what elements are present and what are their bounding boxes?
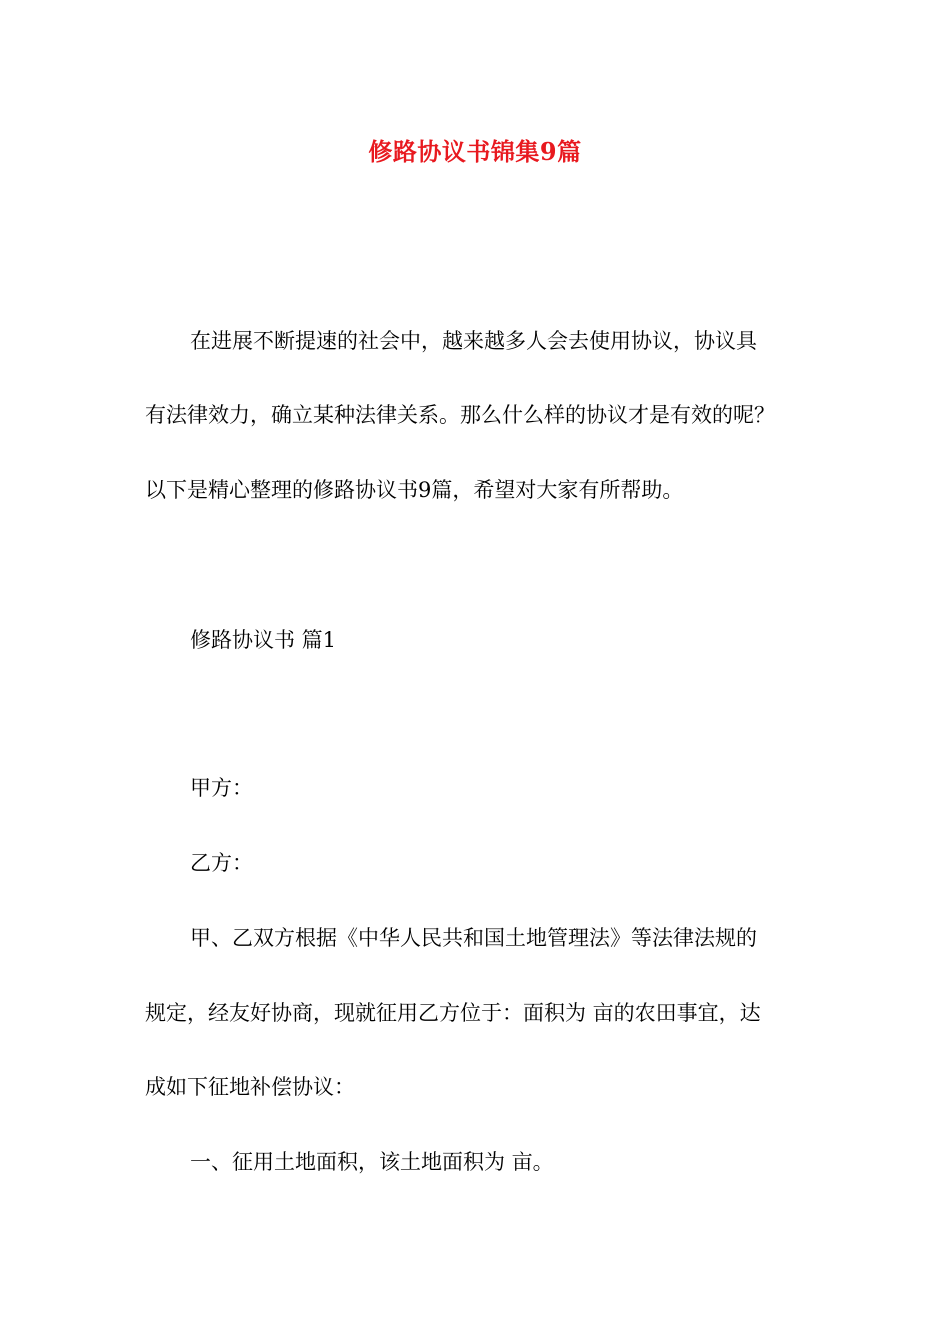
clause-intro-line-1: 甲、乙双方根据《中华人民共和国土地管理法》等法律法规的 — [190, 926, 757, 950]
party-b-label: 乙方： — [190, 851, 253, 875]
section-heading: 修路协议书 篇1 — [190, 628, 337, 652]
party-a-label: 甲方： — [190, 776, 253, 800]
intro-line-3: 以下是精心整理的修路协议书9篇，希望对大家有所帮助。 — [145, 478, 684, 502]
clause-intro-line-3: 成如下征地补偿协议： — [145, 1075, 355, 1099]
intro-line-2: 有法律效力，确立某种法律关系。那么什么样的协议才是有效的呢？ — [145, 403, 775, 427]
clause-intro-line-2: 规定，经友好协商，现就征用乙方位于：面积为 亩的农田事宜，达 — [145, 1001, 761, 1025]
intro-line-1: 在进展不断提速的社会中，越来越多人会去使用协议，协议具 — [190, 329, 757, 353]
document-title: 修路协议书锦集9篇 — [368, 137, 582, 166]
clause-1: 一、征用土地面积，该土地面积为 亩。 — [190, 1150, 554, 1174]
